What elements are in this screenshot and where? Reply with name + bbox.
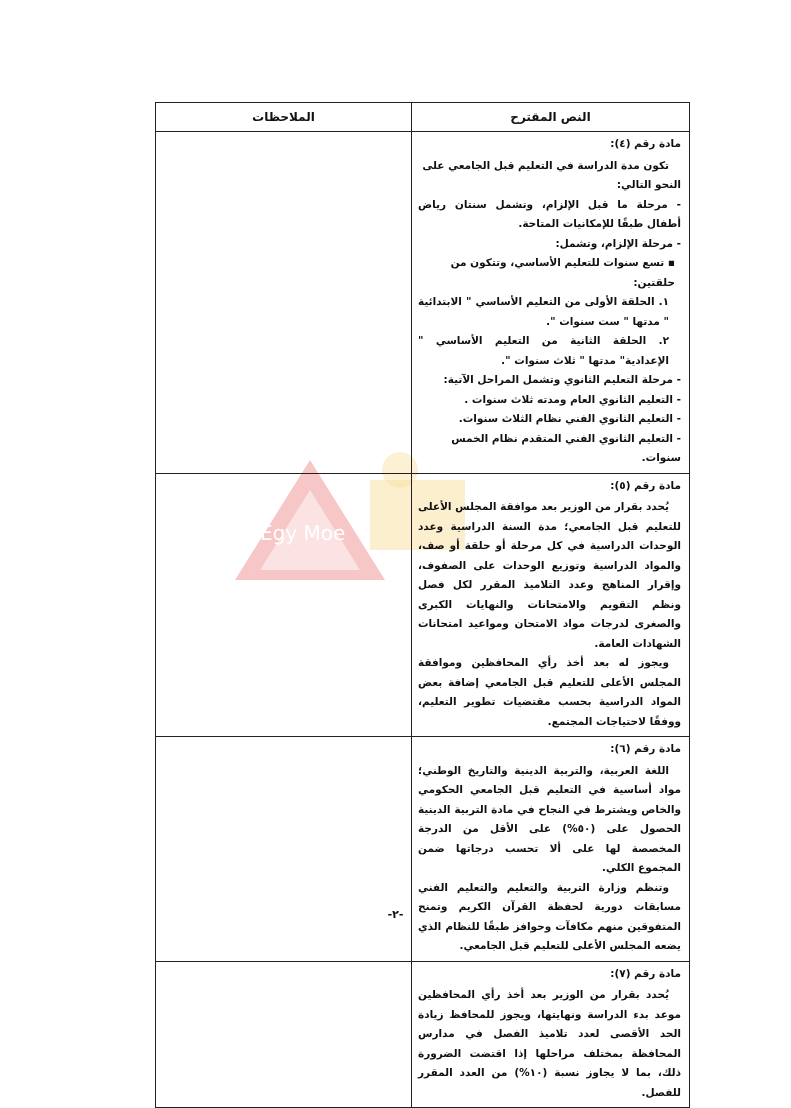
article-paragraph: يُحدد بقرار من الوزير بعد أخذ رأي المحافظين موعد بدء الدراسة ونهايتها، ويجوز للمحافظ زيادة الحد الأقصى لعدد تلاميذ الفصل في مدارس المحافظة بمختلف مراحلها إذا اقتضت الضرورة ذلك، بما لا يجاوز نسبة (١٠%) من العدد المقرر للفصل. — [418, 989, 681, 1099]
article-6-cell — [412, 737, 690, 962]
table-header-row — [156, 103, 690, 132]
article-line: ▪ تسع سنوات للتعليم الأساسي، وتتكون من حلقتين: — [450, 257, 675, 289]
header-proposed-text: النص المقترح — [412, 103, 690, 132]
table-row — [156, 473, 690, 737]
article-line: تكون مدة الدراسة في التعليم قبل الجامعي على النحو التالي: — [422, 159, 681, 191]
notes-cell — [156, 961, 412, 1108]
article-paragraph: وتنظم وزارة التربية والتعليم والتعليم الفني مسابقات دورية لحفظة القرآن الكريم وتمنح المتفوقين منهم مكافآت وحوافز طبقًا للنظام الذي يضعه المجلس الأعلى للتعليم قبل الجامعي. — [418, 881, 681, 952]
page-number: -٢- — [387, 908, 404, 921]
article-line: - مرحلة التعليم الثانوي وتشمل المراحل الآتية: — [443, 374, 681, 386]
article-paragraph: ويجوز له بعد أخذ رأي المحافظين وموافقة المجلس الأعلى للتعليم قبل الجامعي إضافة بعض المواد الدراسية بحسب مقتضيات تطوير التعليم، ووفقًا لاحتياجات المجتمع. — [418, 657, 681, 728]
article-title: مادة رقم (٧): — [610, 967, 681, 980]
notes-cell — [156, 473, 412, 737]
proposal-table — [155, 102, 690, 1108]
article-paragraph: اللغة العربية، والتربية الدينية والتاريخ الوطني؛ مواد أساسية في التعليم قبل الجامعي الحكومي والخاص ويشترط في النجاح في مادة التربية الدينية الحصول على (٥٠%) على الأقل من الدرجة المخصصة لها على ألا تحسب درجاتها ضمن المجموع الكلي. — [418, 764, 681, 874]
article-title: مادة رقم (٦): — [610, 743, 681, 755]
article-4-cell — [412, 132, 690, 474]
header-notes: الملاحظات — [156, 103, 412, 132]
article-line: - التعليم الثانوي الفني نظام الثلاث سنوات. — [458, 413, 681, 425]
article-line: ١. الحلقة الأولى من التعليم الأساسي " الابتدائية " مدتها " ست سنوات ". — [418, 296, 669, 328]
article-paragraph: يُحدد بقرار من الوزير بعد موافقة المجلس الأعلى للتعليم قبل الجامعي؛ مدة السنة الدراسية وعدد الوحدات الدراسية في كل مرحلة أو حلقة أو صف، والمواد الدراسية وتوزيع الوحدات على الصفوف، وإقرار المناهج وعدد التلاميذ المقرر لكل فصل ونظم التقويم والامتحانات والنهايات الكبرى والصغرى لدرجات مواد الامتحان ومواعيد امتحانات الشهادات العامة. — [417, 501, 681, 650]
watermark-text: Egy Moe — [260, 521, 346, 545]
article-title: مادة رقم (٤): — [610, 138, 681, 150]
table-row — [156, 737, 690, 962]
article-7-cell — [412, 961, 690, 1108]
article-line: - مرحلة ما قبل الإلزام، وتشمل سنتان رياض أطفال طبقًا للإمكانيات المتاحة. — [418, 198, 681, 230]
article-line: - التعليم الثانوي الفني المتقدم نظام الخمس سنوات. — [451, 432, 681, 464]
table-row — [156, 961, 690, 1108]
notes-cell — [156, 737, 412, 962]
article-line: - التعليم الثانوي العام ومدته ثلاث سنوات . — [464, 393, 681, 406]
article-line: ٢. الحلقة الثانية من التعليم الأساسي " الإعدادية" مدتها " ثلاث سنوات ". — [418, 335, 669, 367]
article-line: - مرحلة الإلزام، وتشمل: — [555, 237, 681, 250]
notes-cell — [156, 132, 412, 474]
article-5-cell — [412, 473, 690, 737]
table-row — [156, 132, 690, 474]
article-title: مادة رقم (٥): — [610, 479, 681, 492]
